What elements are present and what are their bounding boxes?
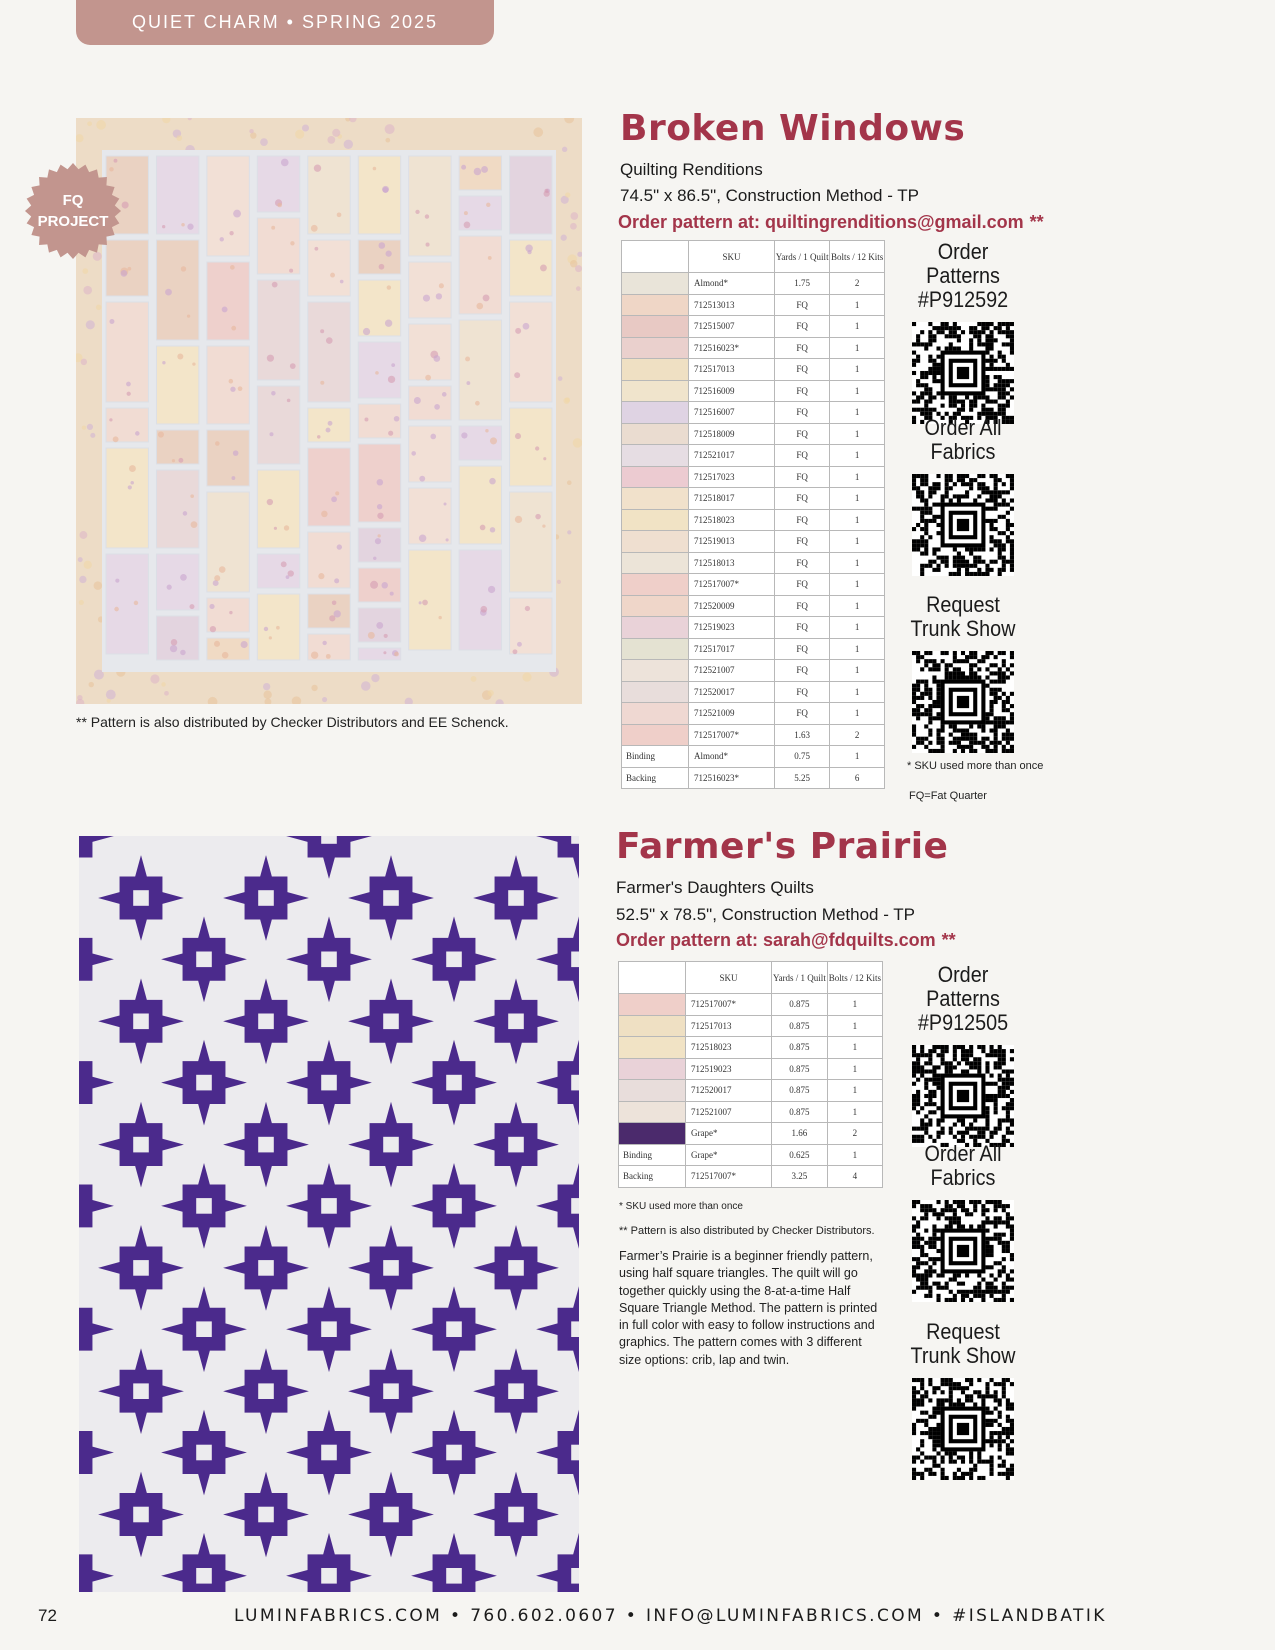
fabric-swatch xyxy=(622,466,689,488)
table-cell-yards: 3.25 xyxy=(772,1166,828,1188)
table-row xyxy=(622,402,885,424)
fabric-swatch xyxy=(622,294,689,316)
table-row xyxy=(619,1037,883,1059)
fabric-swatch xyxy=(622,380,689,402)
table-cell-bolts: 1 xyxy=(830,638,885,660)
table-row xyxy=(619,1123,883,1145)
qr-trunk-show-block[interactable] xyxy=(893,1320,1033,1480)
fabric-swatch xyxy=(619,994,686,1016)
table-cell-sku: Grape* xyxy=(686,1144,772,1166)
table-cell-sku: 712516007 xyxy=(689,402,775,424)
row-label: Backing xyxy=(619,1166,686,1188)
table-header-cell xyxy=(619,962,686,994)
fabric-swatch xyxy=(619,1123,686,1145)
broken-windows-quilt-photo xyxy=(76,118,582,704)
qr-order-patterns-block[interactable] xyxy=(893,963,1033,1147)
fabric-swatch xyxy=(622,316,689,338)
table-cell-bolts: 2 xyxy=(830,724,885,746)
table-cell-yards: FQ xyxy=(775,703,830,725)
pattern-specs: 52.5" x 78.5", Construction Method - TP xyxy=(616,905,916,924)
table-cell-sku: 712517007* xyxy=(689,724,775,746)
farmers-prairie-quilt-photo xyxy=(79,836,579,1592)
table-cell-bolts: 1 xyxy=(827,1037,882,1059)
sku-note: * SKU used more than once xyxy=(619,1201,743,1212)
pattern-designer: Farmer's Daughters Quilts xyxy=(616,878,814,897)
fabric-swatch xyxy=(619,1101,686,1123)
fabric-swatch xyxy=(622,638,689,660)
table-row xyxy=(622,445,885,467)
table-cell-bolts: 1 xyxy=(830,316,885,338)
table-cell-sku: 712521007 xyxy=(689,660,775,682)
table-cell-sku: 712519013 xyxy=(689,531,775,553)
table-cell-sku: 712520017 xyxy=(686,1080,772,1102)
table-row xyxy=(622,552,885,574)
fabric-swatch xyxy=(622,488,689,510)
table-row xyxy=(622,294,885,316)
table-cell-sku: 712519023 xyxy=(689,617,775,639)
qr-order-fabrics-label: Order All Fabrics xyxy=(924,415,1002,464)
table-cell-yards: 0.75 xyxy=(775,746,830,768)
fabric-swatch xyxy=(622,531,689,553)
table-row xyxy=(622,466,885,488)
pattern-title: Broken Windows xyxy=(620,108,966,149)
table-row xyxy=(622,638,885,660)
table-cell-bolts: 1 xyxy=(830,359,885,381)
table-cell-yards: FQ xyxy=(775,294,830,316)
table-cell-sku: 712518013 xyxy=(689,552,775,574)
catalog-header-text: QUIET CHARM • SPRING 2025 xyxy=(131,12,439,32)
table-row xyxy=(619,1080,883,1102)
table-cell-sku: Almond* xyxy=(689,746,775,768)
order-pattern-link[interactable]: Order pattern at: quiltingrenditions@gmail.com xyxy=(618,212,1024,232)
table-cell-yards: 0.875 xyxy=(772,1015,828,1037)
table-row xyxy=(622,359,885,381)
fabric-swatch xyxy=(622,337,689,359)
row-label: Backing xyxy=(622,767,689,789)
qr-order-patterns-label: Order Patterns #P912505 xyxy=(917,962,1009,1035)
table-header-cell: Yards / 1 Quilt xyxy=(775,241,830,273)
table-header-cell: SKU xyxy=(686,962,772,994)
table-cell-sku: 712516009 xyxy=(689,380,775,402)
fabric-requirements-table xyxy=(621,240,885,789)
fabric-swatch xyxy=(622,724,689,746)
table-cell-bolts: 1 xyxy=(830,488,885,510)
table-row xyxy=(622,660,885,682)
table-cell-yards: FQ xyxy=(775,681,830,703)
fabric-swatch xyxy=(622,681,689,703)
table-cell-bolts: 1 xyxy=(830,703,885,725)
table-cell-yards: 0.875 xyxy=(772,1101,828,1123)
fabric-swatch xyxy=(622,402,689,424)
fabric-swatch xyxy=(622,509,689,531)
qr-code-icon[interactable] xyxy=(912,1378,1014,1480)
fabric-swatch xyxy=(622,595,689,617)
table-cell-sku: Almond* xyxy=(689,273,775,295)
table-header-cell xyxy=(622,241,689,273)
table-cell-bolts: 1 xyxy=(827,994,882,1016)
order-pattern-line xyxy=(616,930,962,951)
table-cell-sku: 712516023* xyxy=(689,767,775,789)
fabric-swatch xyxy=(619,1015,686,1037)
table-cell-bolts: 1 xyxy=(830,660,885,682)
qr-order-fabrics-block[interactable] xyxy=(893,1142,1033,1302)
table-cell-yards: FQ xyxy=(775,445,830,467)
table-row xyxy=(622,423,885,445)
table-cell-bolts: 1 xyxy=(830,423,885,445)
order-pattern-link[interactable]: Order pattern at: sarah@fdquilts.com xyxy=(616,930,936,950)
footer-contact: LUMINFABRICS.COM • 760.602.0607 • INFO@LUMINFABRICS.COM • #ISLANDBATIK xyxy=(234,1606,1107,1626)
fabric-swatch xyxy=(622,574,689,596)
fabric-swatch xyxy=(619,1058,686,1080)
table-header-cell: Bolts / 12 Kits xyxy=(827,962,882,994)
table-cell-yards: 0.875 xyxy=(772,1080,828,1102)
table-cell-yards: FQ xyxy=(775,380,830,402)
row-label: Binding xyxy=(619,1144,686,1166)
table-cell-bolts: 1 xyxy=(827,1144,882,1166)
table-cell-sku: 712518017 xyxy=(689,488,775,510)
table-cell-yards: 0.875 xyxy=(772,1037,828,1059)
table-row xyxy=(622,509,885,531)
table-cell-bolts: 1 xyxy=(830,445,885,467)
table-row xyxy=(622,767,885,789)
table-cell-bolts: 1 xyxy=(830,617,885,639)
table-cell-sku: 712517013 xyxy=(686,1015,772,1037)
qr-order-patterns-label: Order Patterns #P912592 xyxy=(917,239,1009,312)
qr-code-icon[interactable] xyxy=(912,1045,1014,1147)
table-cell-sku: 712513013 xyxy=(689,294,775,316)
table-header-cell: Bolts / 12 Kits xyxy=(830,241,885,273)
table-cell-yards: 5.25 xyxy=(775,767,830,789)
table-cell-bolts: 1 xyxy=(830,509,885,531)
table-cell-yards: FQ xyxy=(775,509,830,531)
table-cell-yards: FQ xyxy=(775,316,830,338)
pattern-title: Farmer's Prairie xyxy=(616,826,949,867)
fabric-swatch xyxy=(622,359,689,381)
table-cell-bolts: 2 xyxy=(827,1123,882,1145)
table-cell-sku: 712520017 xyxy=(689,681,775,703)
table-row xyxy=(622,273,885,295)
table-row xyxy=(622,703,885,725)
fabric-swatch xyxy=(619,1037,686,1059)
table-cell-sku: 712517023 xyxy=(689,466,775,488)
table-cell-bolts: 1 xyxy=(830,466,885,488)
table-cell-bolts: 1 xyxy=(830,746,885,768)
table-row xyxy=(619,1166,883,1188)
table-cell-yards: FQ xyxy=(775,466,830,488)
fabric-swatch xyxy=(622,703,689,725)
qr-trunk-show-block[interactable] xyxy=(893,593,1033,753)
table-cell-bolts: 4 xyxy=(827,1166,882,1188)
table-cell-yards: 1.75 xyxy=(775,273,830,295)
table-row xyxy=(619,994,883,1016)
table-cell-yards: 0.875 xyxy=(772,1058,828,1080)
row-label: Binding xyxy=(622,746,689,768)
table-cell-bolts: 1 xyxy=(830,531,885,553)
table-cell-bolts: 1 xyxy=(830,380,885,402)
badge-line-1: FQ xyxy=(62,192,84,209)
fq-project-badge xyxy=(24,162,122,260)
qr-code-icon[interactable] xyxy=(912,651,1014,753)
table-cell-sku: 712521009 xyxy=(689,703,775,725)
table-header-cell: SKU xyxy=(689,241,775,273)
table-cell-bolts: 1 xyxy=(830,574,885,596)
table-cell-sku: 712520009 xyxy=(689,595,775,617)
table-cell-bolts: 1 xyxy=(830,337,885,359)
table-row xyxy=(622,488,885,510)
qr-order-fabrics-label: Order All Fabrics xyxy=(924,1141,1002,1190)
table-cell-yards: FQ xyxy=(775,595,830,617)
table-cell-yards: 0.625 xyxy=(772,1144,828,1166)
table-cell-sku: 712521007 xyxy=(686,1101,772,1123)
qr-order-patterns-block[interactable] xyxy=(893,240,1033,424)
table-cell-bolts: 1 xyxy=(827,1058,882,1080)
table-cell-bolts: 1 xyxy=(830,595,885,617)
table-row xyxy=(622,574,885,596)
table-cell-sku: 712517007* xyxy=(689,574,775,596)
order-pattern-line xyxy=(618,212,1050,233)
table-cell-bolts: 1 xyxy=(830,402,885,424)
table-row xyxy=(619,1101,883,1123)
table-cell-bolts: 2 xyxy=(830,273,885,295)
order-pattern-mark: ** xyxy=(1029,212,1044,232)
table-row xyxy=(622,724,885,746)
sku-note: * SKU used more than once xyxy=(907,760,1044,772)
pattern-specs: 74.5" x 86.5", Construction Method - TP xyxy=(620,186,920,205)
table-cell-sku: 712517017 xyxy=(689,638,775,660)
table-row xyxy=(619,1015,883,1037)
table-cell-sku: 712518023 xyxy=(689,509,775,531)
table-cell-bolts: 1 xyxy=(830,681,885,703)
table-row xyxy=(622,316,885,338)
order-pattern-mark: ** xyxy=(941,930,956,950)
table-cell-yards: FQ xyxy=(775,488,830,510)
table-cell-yards: 0.875 xyxy=(772,994,828,1016)
table-cell-bolts: 1 xyxy=(830,552,885,574)
table-row xyxy=(622,681,885,703)
table-row xyxy=(619,1058,883,1080)
fabric-swatch xyxy=(622,445,689,467)
table-row xyxy=(622,380,885,402)
catalog-header-tab xyxy=(76,0,494,45)
table-row xyxy=(619,1144,883,1166)
fabric-swatch xyxy=(622,552,689,574)
table-cell-yards: 1.63 xyxy=(775,724,830,746)
table-cell-sku: 712515007 xyxy=(689,316,775,338)
distribution-footnote: ** Pattern is also distributed by Checker Distributors and EE Schenck. xyxy=(76,714,509,730)
table-cell-yards: FQ xyxy=(775,574,830,596)
table-cell-yards: FQ xyxy=(775,660,830,682)
table-cell-sku: 712519023 xyxy=(686,1058,772,1080)
table-cell-sku: 712518009 xyxy=(689,423,775,445)
badge-line-2: PROJECT xyxy=(37,213,109,230)
table-header-cell: Yards / 1 Quilt xyxy=(772,962,828,994)
qr-order-fabrics-block[interactable] xyxy=(893,416,1033,576)
distribution-footnote: ** Pattern is also distributed by Checker Distributors. xyxy=(619,1225,875,1237)
qr-trunk-show-label: Request Trunk Show xyxy=(910,1319,1016,1368)
fabric-swatch xyxy=(619,1080,686,1102)
table-row xyxy=(622,595,885,617)
table-cell-yards: FQ xyxy=(775,617,830,639)
table-cell-bolts: 1 xyxy=(830,294,885,316)
qr-code-icon[interactable] xyxy=(912,1200,1014,1302)
page-number: 72 xyxy=(38,1606,57,1625)
table-cell-sku: 712518023 xyxy=(686,1037,772,1059)
table-cell-bolts: 1 xyxy=(827,1080,882,1102)
table-cell-sku: 712517007* xyxy=(686,1166,772,1188)
table-cell-sku: 712517013 xyxy=(689,359,775,381)
table-cell-yards: FQ xyxy=(775,552,830,574)
pattern-description: Farmer’s Prairie is a beginner friendly pattern, using half square triangles. The quilt will go together quickly using the 8-at-a-time Half Square Triangle Method. The pattern is printed in full color with easy to follow instructions and graphics. The pattern comes with 3 different size options: crib, lap and twin. xyxy=(619,1249,878,1367)
table-row xyxy=(622,746,885,768)
table-cell-sku: 712517007* xyxy=(686,994,772,1016)
table-row xyxy=(622,531,885,553)
table-cell-yards: FQ xyxy=(775,531,830,553)
table-cell-sku: 712516023* xyxy=(689,337,775,359)
table-cell-yards: FQ xyxy=(775,638,830,660)
table-row xyxy=(622,337,885,359)
fabric-swatch xyxy=(622,423,689,445)
table-cell-sku: Grape* xyxy=(686,1123,772,1145)
table-cell-yards: FQ xyxy=(775,359,830,381)
table-cell-bolts: 1 xyxy=(827,1101,882,1123)
qr-code-icon[interactable] xyxy=(912,322,1014,424)
fabric-swatch xyxy=(622,617,689,639)
table-cell-yards: FQ xyxy=(775,423,830,445)
fabric-swatch xyxy=(622,660,689,682)
table-cell-yards: 1.66 xyxy=(772,1123,828,1145)
fabric-swatch xyxy=(622,273,689,295)
pattern-designer: Quilting Renditions xyxy=(620,160,763,179)
table-row xyxy=(622,617,885,639)
fq-note: FQ=Fat Quarter xyxy=(909,790,987,802)
qr-trunk-show-label: Request Trunk Show xyxy=(910,592,1016,641)
fabric-requirements-table xyxy=(618,961,883,1188)
table-cell-yards: FQ xyxy=(775,337,830,359)
table-cell-bolts: 1 xyxy=(827,1015,882,1037)
table-cell-bolts: 6 xyxy=(830,767,885,789)
table-cell-sku: 712521017 xyxy=(689,445,775,467)
table-cell-yards: FQ xyxy=(775,402,830,424)
qr-code-icon[interactable] xyxy=(912,474,1014,576)
